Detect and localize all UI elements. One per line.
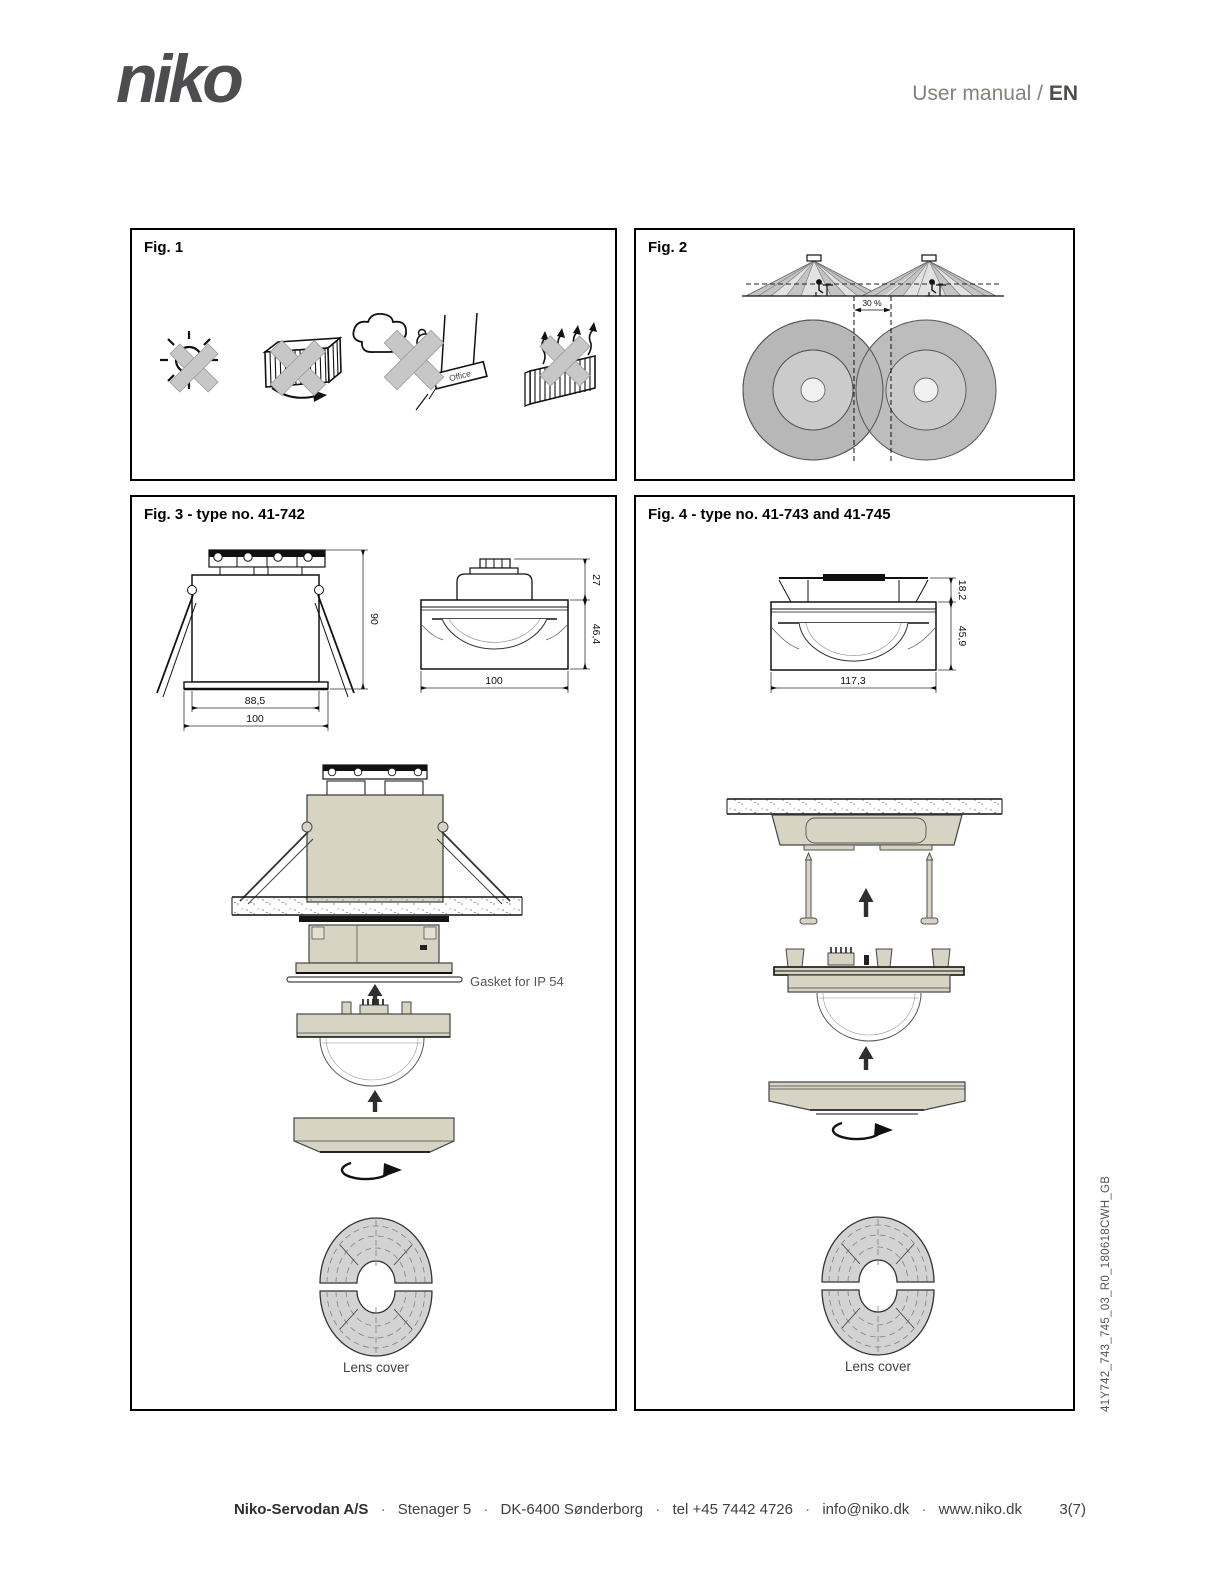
footer bbox=[128, 1501, 1128, 1518]
mounting-screw bbox=[800, 853, 817, 924]
assembly-up-arrow bbox=[859, 888, 874, 917]
footer-separator: · bbox=[483, 1501, 489, 1518]
sensor-module bbox=[297, 999, 450, 1086]
rotate-arrow bbox=[833, 1123, 893, 1139]
trim-ring bbox=[769, 1082, 965, 1114]
figure-1-illustration bbox=[132, 230, 615, 479]
assembly-up-arrow bbox=[368, 1090, 383, 1112]
figure-3-box bbox=[130, 495, 617, 1411]
sign-post bbox=[441, 315, 445, 378]
office-sign-label: Office bbox=[448, 368, 472, 384]
ceiling-sensor-icon bbox=[807, 255, 936, 261]
adapter-unit bbox=[296, 925, 452, 973]
lens-cover bbox=[822, 1217, 934, 1355]
lens-cover-label: Lens cover bbox=[342, 1360, 410, 1375]
dim-body-label: 46,4 bbox=[590, 623, 602, 645]
dim-height-label: 90 bbox=[368, 613, 380, 625]
surface-base bbox=[772, 815, 962, 850]
dimension-lines bbox=[570, 600, 590, 669]
dimension-lines bbox=[930, 578, 956, 602]
footer-separator: · bbox=[655, 1501, 661, 1518]
mounting-screw bbox=[921, 853, 938, 924]
figure-4-title: Fig. 4 - type no. 41-743 and 41-745 bbox=[648, 506, 891, 523]
rotate-arrow bbox=[342, 1163, 402, 1179]
figure-2-box bbox=[634, 228, 1075, 481]
gasket bbox=[287, 977, 462, 982]
detection-beams bbox=[746, 261, 996, 296]
housing-flange bbox=[299, 916, 449, 922]
exploded-view bbox=[232, 765, 564, 1375]
dim-width-front-label: 100 bbox=[246, 713, 264, 725]
sign-post bbox=[473, 313, 477, 370]
dim-body-label: 45,9 bbox=[956, 625, 968, 647]
dim-cutout-label: 88,5 bbox=[244, 695, 266, 707]
niko-logo: niko bbox=[116, 41, 240, 117]
lens-cover-label: Lens cover bbox=[844, 1359, 912, 1374]
lens-cover bbox=[320, 1218, 432, 1356]
footer-city: DK-6400 Sønderborg bbox=[500, 1501, 644, 1518]
document-reference-code: 41Y742_743_745_03_R0_180618CWH_GB bbox=[1100, 1175, 1112, 1412]
dimension-lines bbox=[938, 602, 956, 670]
doc-type-header bbox=[912, 82, 1078, 106]
doc-type-label: User manual / bbox=[912, 82, 1049, 105]
exploded-view bbox=[727, 799, 1002, 1374]
figure-3-illustration bbox=[132, 497, 615, 1409]
side-view-drawing bbox=[421, 559, 602, 693]
sensor-dome bbox=[817, 993, 921, 1041]
footer-address: Stenager 5 bbox=[397, 1501, 472, 1518]
dim-width-label: 117,3 bbox=[840, 675, 866, 687]
figure-4-box bbox=[634, 495, 1075, 1411]
company-name: Niko-Servodan A/S bbox=[233, 1501, 369, 1518]
figure-3-title: Fig. 3 - type no. 41-742 bbox=[144, 506, 305, 523]
figure-1-box bbox=[130, 228, 617, 481]
side-view-drawing bbox=[771, 574, 968, 693]
coverage-circles bbox=[743, 320, 996, 460]
gasket-label: Gasket for IP 54 bbox=[470, 974, 564, 989]
figure-1-title: Fig. 1 bbox=[144, 239, 184, 256]
dim-top-label: 27 bbox=[590, 574, 602, 586]
footer-website[interactable]: www.niko.dk bbox=[938, 1501, 1023, 1518]
recessed-housing-body bbox=[307, 795, 443, 902]
overlap-percent-label: 30 % bbox=[862, 298, 882, 308]
prohibition-x-icon bbox=[156, 330, 232, 406]
front-view-drawing bbox=[157, 550, 380, 731]
page-number: 3(7) bbox=[1059, 1501, 1086, 1518]
ceiling-section bbox=[727, 799, 1002, 814]
dim-width-side-label: 100 bbox=[485, 675, 503, 687]
dim-top-label: 18,2 bbox=[956, 579, 968, 601]
footer-separator: · bbox=[805, 1501, 811, 1518]
sensor-dome bbox=[320, 1038, 424, 1086]
language-code: EN bbox=[1048, 82, 1078, 105]
figure-2-title: Fig. 2 bbox=[648, 239, 688, 256]
ceiling-section bbox=[232, 897, 522, 915]
sensor-module bbox=[774, 947, 964, 1041]
footer-email[interactable]: info@niko.dk bbox=[822, 1501, 910, 1518]
assembly-up-arrow bbox=[859, 1046, 874, 1070]
footer-separator: · bbox=[921, 1501, 927, 1518]
footer-phone: tel +45 7442 4726 bbox=[672, 1501, 793, 1518]
figure-2-illustration bbox=[636, 230, 1073, 479]
figure-4-illustration bbox=[636, 497, 1073, 1409]
trim-ring bbox=[294, 1118, 454, 1152]
footer-separator: · bbox=[380, 1501, 386, 1518]
assembly-up-arrow bbox=[368, 984, 383, 1006]
